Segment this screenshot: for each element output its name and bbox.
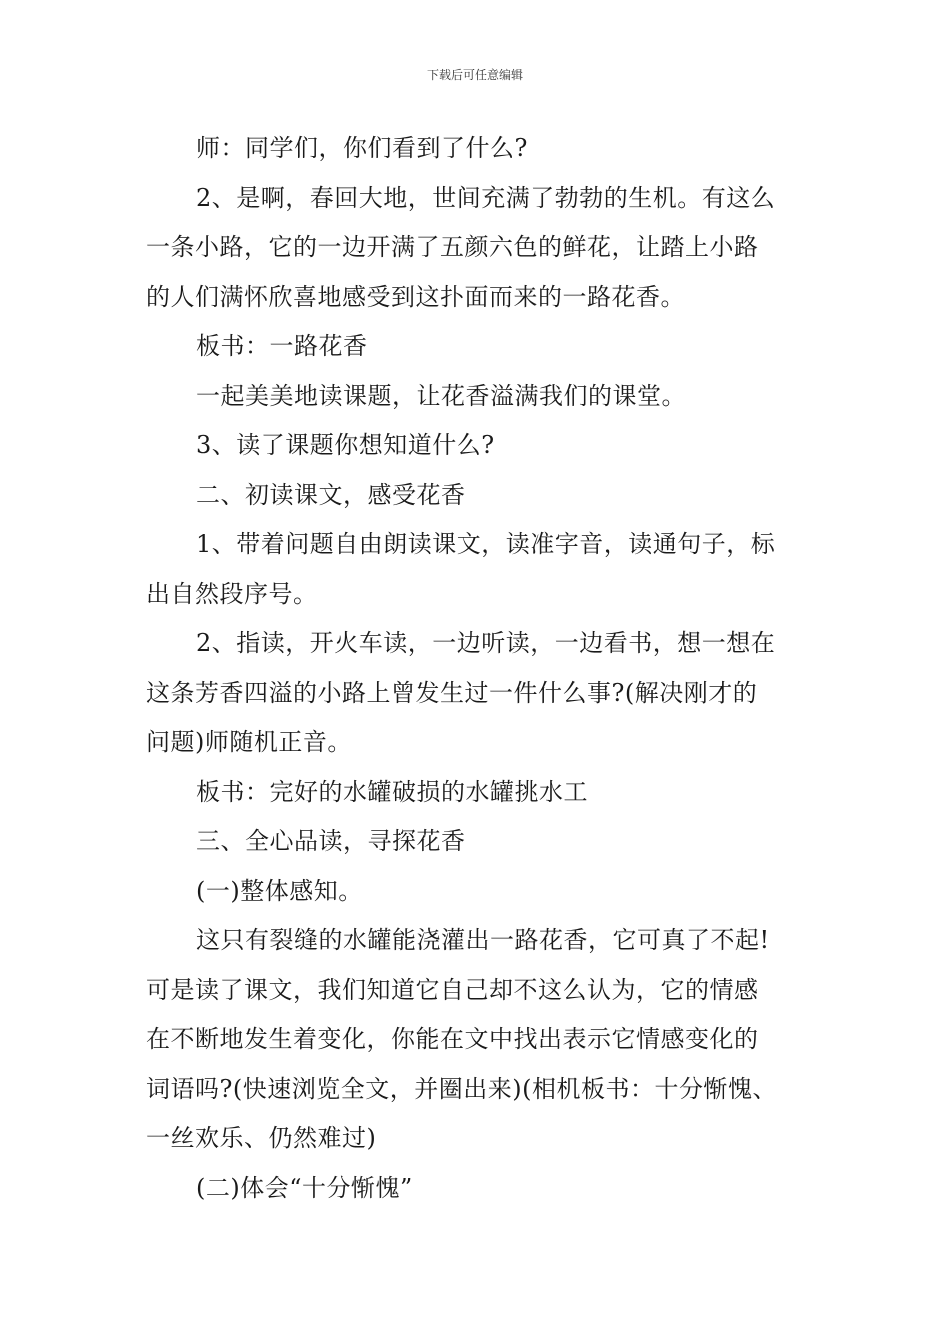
text-line: 3、读了课题你想知道什么? <box>196 431 495 459</box>
text-line: 在不断地发生着变化，你能在文中找出表示它情感变化的 <box>146 1025 759 1053</box>
text-line: 出自然段序号。 <box>146 579 318 608</box>
text-line: 一条小路，它的一边开满了五颜六色的鲜花，让踏上小路 <box>146 233 759 261</box>
text-line: 板书：完好的水罐破损的水罐挑水工 <box>196 777 588 806</box>
text-line: 这条芳香四溢的小路上曾发生过一件什么事?(解决刚才的 <box>146 678 758 707</box>
document-body <box>146 124 808 1213</box>
text-line: 二、初读课文，感受花香 <box>196 480 466 509</box>
text-line: 2、是啊，春回大地，世间充满了勃勃的生机。有这么 <box>196 183 776 212</box>
text-line: (一)整体感知。 <box>196 876 363 905</box>
text-line: 的人们满怀欣喜地感受到这扑面而来的一路花香。 <box>146 282 685 311</box>
page-header: 下载后可任意编辑 <box>426 68 523 82</box>
text-line: 三、全心品读，寻探花香 <box>196 827 466 855</box>
text-line: 师：同学们，你们看到了什么? <box>196 134 528 162</box>
text-line: 问题)师随机正音。 <box>146 728 352 756</box>
text-line: 这只有裂缝的水罐能浇灌出一路花香，它可真了不起! <box>196 926 770 954</box>
text-line: (二)体会“十分惭愧” <box>196 1173 413 1202</box>
text-line: 2、指读，开火车读，一边听读，一边看书，想一想在 <box>196 629 776 657</box>
text-line: 词语吗?(快速浏览全文，并圈出来)(相机板书：十分惭愧、 <box>146 1074 777 1103</box>
text-line: 板书：一路花香 <box>196 332 368 360</box>
text-line: 一丝欢乐、仍然难过) <box>146 1124 377 1152</box>
text-line: 一起美美地读课题，让花香溢满我们的课堂。 <box>196 381 686 410</box>
text-line: 可是读了课文，我们知道它自己却不这么认为，它的情感 <box>146 975 759 1004</box>
text-line: 1、带着问题自由朗读课文，读准字音，读通句子，标 <box>196 530 776 558</box>
